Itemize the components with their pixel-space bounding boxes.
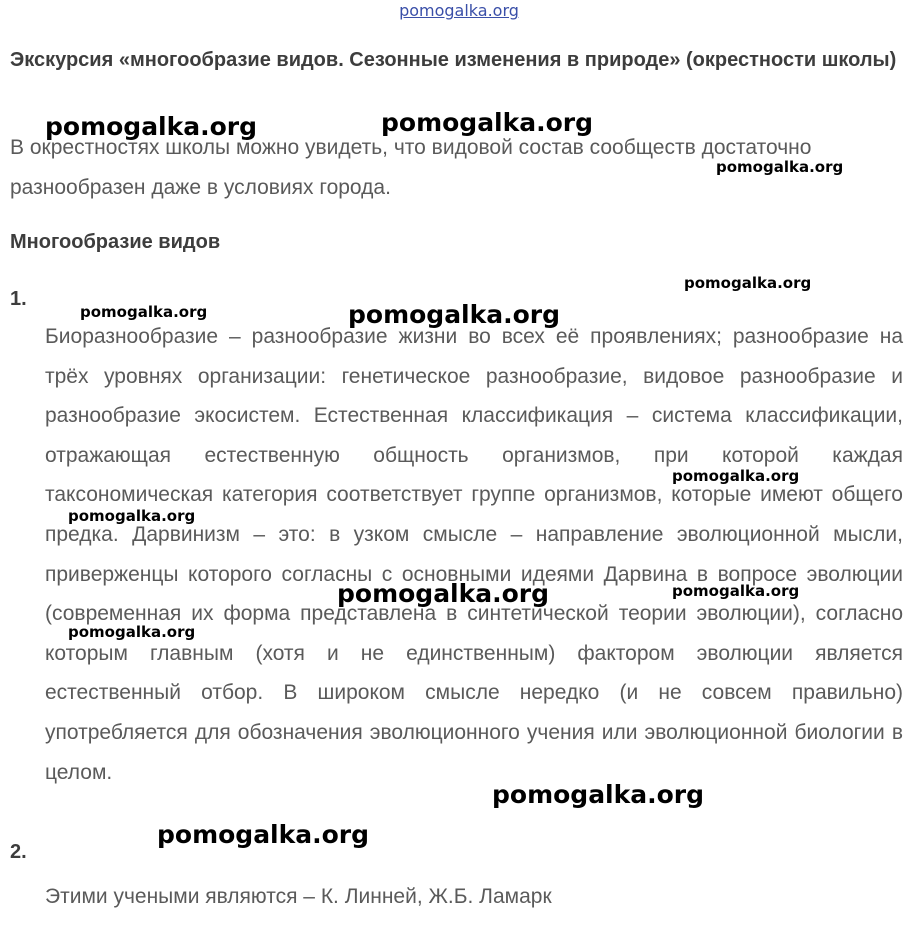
item-number-1: 1. [10, 288, 27, 310]
watermark: pomogalka.org [68, 623, 196, 641]
watermark: pomogalka.org [684, 274, 812, 292]
item-number-2: 2. [10, 841, 27, 863]
section-heading: Многообразие видов [10, 231, 221, 253]
watermark: pomogalka.org [381, 108, 594, 137]
watermark: pomogalka.org [157, 820, 370, 849]
watermark: pomogalka.org [716, 158, 844, 176]
watermark: pomogalka.org [348, 300, 561, 329]
watermark: pomogalka.org [337, 579, 550, 608]
watermark: pomogalka.org [672, 582, 800, 600]
page-title: Экскурсия «многообразие видов. Сезонные изменения в природе» (окрестности школы) [10, 49, 897, 71]
item-text-1: Биоразнообразие – разнообразие жизни во всех её проявлениях; разнообразие на трёх уровнях организации: генетическое разнообразие, видовое разнообразие и разнообразие экосистем. Естественная классификация – система классификации, отражающая естественную общность организмов, при которой каждая таксономическая категория соответствует группе организмов, которые имеют общего предка. Дарвинизм – это: в узком смысле – направление эволюционной мысли, приверженцы которого согласны с основными идеями Дарвина в вопросе эволюции (современная их форма представлена в синтетической теории эволюции), согласно которым главным (хотя и не единственным) фактором эволюции является естественный отбор. В широком смысле нередко (и не совсем правильно) употребляется для обозначения эволюционного учения или эволюционной биологии в целом. [45, 325, 903, 784]
intro-paragraph: В окрестностях школы можно увидеть, что видовой состав сообществ достаточно разнообразен даже в условиях города. [10, 136, 812, 199]
watermark: pomogalka.org [492, 780, 705, 809]
watermark: pomogalka.org [45, 112, 258, 141]
watermark: pomogalka.org [80, 303, 208, 321]
item-text-2: Этими учеными являются – К. Линней, Ж.Б. Ламарк [45, 885, 552, 908]
watermark: pomogalka.org [68, 507, 196, 525]
site-header-link[interactable]: pomogalka.org [399, 1, 519, 20]
watermark: pomogalka.org [672, 467, 800, 485]
